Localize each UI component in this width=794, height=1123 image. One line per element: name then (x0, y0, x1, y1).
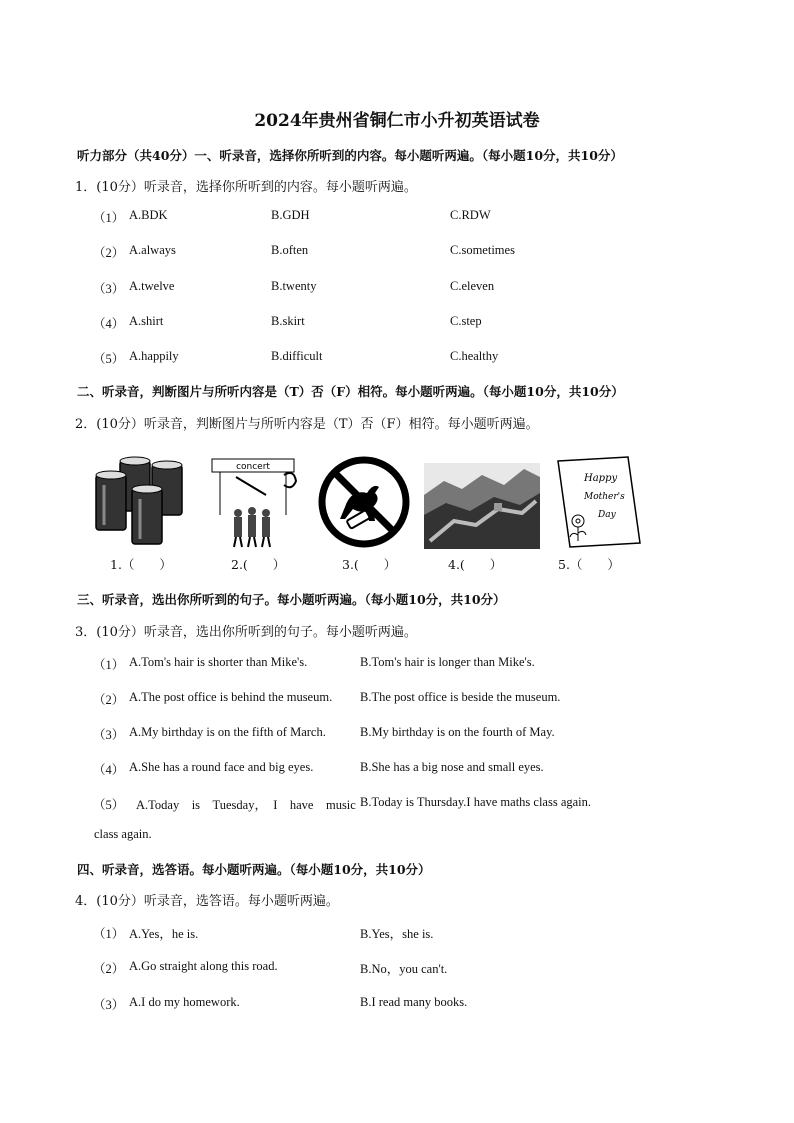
card-text-line: Day (598, 510, 616, 520)
option-b[interactable]: B.often (271, 243, 309, 257)
item-number: （3） (93, 998, 125, 1012)
option-c[interactable]: C.eleven (450, 279, 495, 293)
picture-label-4: 4.( ） (448, 557, 503, 572)
option-c[interactable]: C.sometimes (450, 243, 515, 257)
section-header-2: 二、听录音，判断图片与所听内容是（T）否（F）相符。每小题听两遍。（每小题10分，共10分） (77, 384, 624, 399)
option-a[interactable]: A.happily (129, 349, 179, 363)
option-b[interactable]: B.twenty (271, 279, 317, 293)
question-2: 2．(10分）听录音，判断图片与所听内容是（T）否（F）相符。每小题听两遍。 (75, 417, 539, 432)
option-b[interactable]: B.The post office is beside the museum. (360, 690, 561, 704)
option-a[interactable]: A.shirt (129, 314, 164, 328)
option-a[interactable]: A.Tom's hair is shorter than Mike's. (129, 655, 308, 669)
item-number: （3） (93, 728, 125, 742)
option-a[interactable]: A.My birthday is on the fifth of March. (129, 725, 326, 739)
item-number: （5） (93, 798, 125, 812)
option-a[interactable]: A.I do my homework. (129, 995, 240, 1009)
option-a-continued: class again. (94, 827, 152, 841)
option-b[interactable]: B.Today is Thursday.I have maths class again. (360, 795, 592, 809)
option-a[interactable]: A.Go straight along this road. (129, 959, 278, 973)
option-a[interactable]: A.always (129, 243, 176, 257)
card-text-line: Happy (584, 473, 618, 484)
option-b[interactable]: B.She has a big nose and small eyes. (360, 760, 544, 774)
picture-label-5: 5.（ ） (558, 557, 620, 572)
no-kangaroo-sign (317, 455, 412, 550)
item-number: （1） (93, 658, 125, 672)
option-a[interactable]: A.twelve (129, 279, 175, 293)
section-header-4: 四、听录音，选答语。每小题听两遍。（每小题10分，共10分） (77, 862, 431, 877)
option-b[interactable]: B.skirt (271, 314, 305, 328)
item-number: （1） (93, 927, 125, 941)
option-c[interactable]: C.healthy (450, 349, 499, 363)
item-number: （2） (93, 246, 125, 260)
option-b[interactable]: B.I read many books. (360, 995, 468, 1009)
section-header-3: 三、听录音，选出你所听到的句子。每小题听两遍。（每小题10分，共10分） (77, 592, 506, 607)
option-b[interactable]: B.GDH (271, 208, 310, 222)
option-a[interactable]: A.The post office is behind the museum. (129, 690, 333, 704)
mothers-day-card-picture (554, 455, 644, 550)
card-text-line: Mother's (584, 492, 625, 502)
section-header-1: 听力部分（共40分）一、听录音，选择你所听到的内容。每小题听两遍。（每小题10分，共10分） (77, 148, 623, 163)
option-b[interactable]: B.difficult (271, 349, 323, 363)
option-a[interactable]: A.BDK (129, 208, 168, 222)
question-1: 1．(10分）听录音，选择你所听到的内容。每小题听两遍。 (75, 180, 417, 195)
option-a[interactable]: A.Today is Tuesday， I have music (136, 798, 356, 812)
option-b[interactable]: B.No，you can't. (360, 962, 448, 976)
picture-label-2: 2.( ） (231, 557, 286, 572)
concert-banner-text: concert (236, 462, 270, 472)
cans-picture (92, 455, 192, 550)
question-4: 4．(10分）听录音，选答语。每小题听两遍。 (75, 894, 339, 909)
item-number: （3） (93, 282, 125, 296)
item-number: （5） (93, 352, 125, 366)
option-b[interactable]: B.My birthday is on the fourth of May. (360, 725, 555, 739)
option-c[interactable]: C.step (450, 314, 482, 328)
item-number: （1） (93, 211, 125, 225)
option-b[interactable]: B.Yes，she is. (360, 927, 434, 941)
question-3: 3．(10分）听录音，选出你所听到的句子。每小题听两遍。 (75, 625, 417, 640)
picture-label-1: 1.（ ） (110, 557, 172, 572)
item-number: （2） (93, 962, 125, 976)
picture-label-3: 3.( ） (342, 557, 397, 572)
option-b[interactable]: B.Tom's hair is longer than Mike's. (360, 655, 535, 669)
concert-picture (206, 455, 301, 550)
option-a[interactable]: A.She has a round face and big eyes. (129, 760, 314, 774)
item-number: （2） (93, 693, 125, 707)
option-a[interactable]: A.Yes，he is. (129, 927, 199, 941)
page-title: 2024年贵州省铜仁市小升初英语试卷 (254, 111, 540, 131)
option-c[interactable]: C.RDW (450, 208, 491, 222)
item-number: （4） (93, 763, 125, 777)
great-wall-picture (424, 455, 540, 550)
item-number: （4） (93, 317, 125, 331)
